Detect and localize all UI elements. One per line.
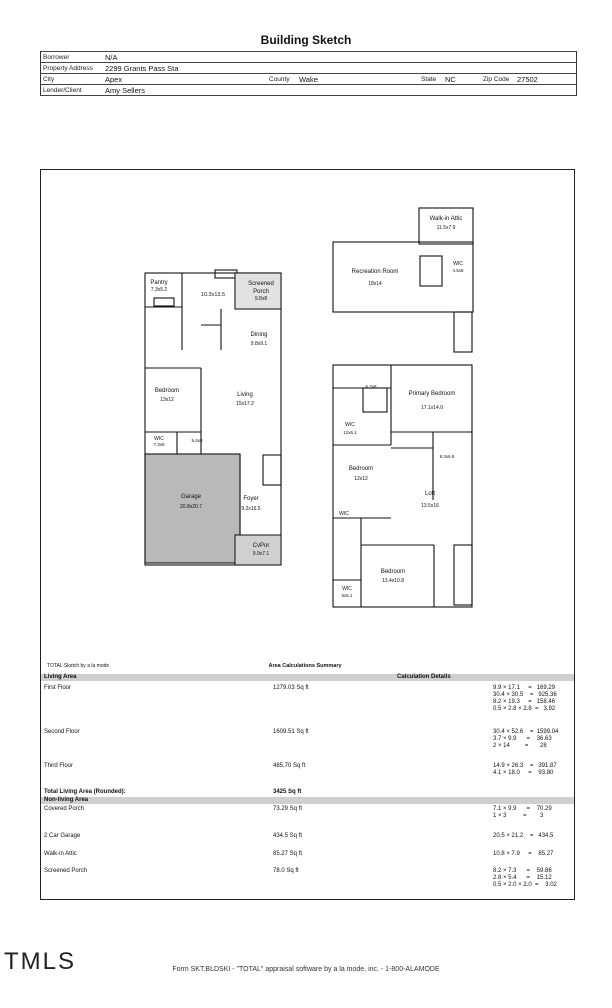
calc-detail-line: 2.8 × 5.4 = 15.12: [493, 875, 552, 881]
wic2-label: WIC: [345, 422, 355, 428]
calc-detail-line: 1 × 3 = 3: [493, 813, 544, 819]
pantry-dim: 7.3x5.2: [150, 287, 168, 293]
calc-detail-line: 30.4 × 30.5 = 925.36: [493, 692, 557, 698]
calc-detail-line: 14.9 × 26.3 = 391.87: [493, 763, 557, 769]
screened-label: Screened: [248, 281, 274, 287]
wic4-label: WIC: [342, 586, 352, 592]
property-header-table: [40, 51, 577, 96]
city-value: Apex: [103, 74, 267, 85]
primary-dim: 17.1x14.0: [421, 405, 443, 411]
floor-plan-drawing: [41, 170, 574, 670]
foyer-label: Foyer: [243, 496, 259, 502]
porch-dim: 9.8x8: [254, 296, 268, 302]
area-row-name: Second Floor: [44, 729, 80, 735]
area-row-name: Screened Porch: [44, 868, 88, 874]
pantry-label: Pantry: [150, 280, 168, 286]
coporch-label: CvPor: [252, 543, 270, 549]
nonliving-header: Non-living Area: [44, 797, 89, 803]
lender-label: Lender/Client: [41, 85, 104, 96]
calc-detail-line: 10.8 × 7.9 = 85.27: [493, 851, 554, 857]
county-value: Wake: [297, 74, 419, 85]
area-row-name: Third Floor: [44, 763, 74, 769]
address-value: 2299 Grants Pass Sta: [103, 63, 577, 74]
wic3-label: WIC: [339, 511, 349, 517]
loft-label: Loft: [424, 491, 436, 497]
page-title: Building Sketch: [260, 33, 352, 47]
area-row-value: 485.70 Sq ft: [273, 763, 306, 769]
wic4-dim: 6x5.1: [341, 593, 353, 598]
calc-detail-line: 3.7 × 9.9 = 36.63: [493, 736, 552, 742]
state-label: State: [419, 74, 443, 85]
area-row-value: 434.5 Sq ft: [273, 833, 303, 839]
dining-label: Dining: [250, 332, 268, 338]
calc-detail-line: 7.1 × 9.9 = 70.29: [493, 806, 552, 812]
dining-dim: 9.8x9.1: [250, 341, 268, 347]
area-summary-title: Area Calculations Summary: [268, 663, 342, 669]
covered-porch-fill: [235, 535, 281, 565]
zip-value: 27502: [515, 74, 577, 85]
wic-attic-label: WIC: [453, 261, 463, 267]
bath2-dim: 6.2x8: [365, 384, 377, 389]
area-row-value: 78.0 Sq ft: [273, 868, 299, 874]
footer-text: Form SKT.BLDSKI - "TOTAL" appraisal software by a la mode, inc. - 1-800-ALAMODE: [172, 966, 440, 973]
porch-label: Porch: [253, 289, 269, 295]
calc-detail-line: 8.2 × 19.3 = 158.46: [493, 699, 556, 705]
nonliving-header-bar: [41, 797, 574, 804]
bedroom2-label: Bedroom: [348, 466, 374, 472]
total-living-value: 3425 Sq ft: [273, 789, 302, 795]
garage-label: Garage: [180, 494, 202, 500]
coporch-dim: 9.9x7.1: [252, 551, 270, 557]
wic1-dim: 7.3x5: [153, 442, 165, 447]
living-area-header-bar: [41, 674, 574, 681]
wic-attic-dim: 4.5x6: [452, 268, 464, 273]
county-label: County: [267, 74, 297, 85]
attic-dim: 11.5x7.9: [436, 225, 456, 231]
living-dim: 15x17.2: [236, 401, 254, 407]
area-row-value: 85.27 Sq ft: [273, 851, 303, 857]
calc-detail-line: 0.5 × 2.0 × 2.0 = 3.02: [493, 882, 557, 888]
calc-detail-line: 9.9 × 17.1 = 169.29: [493, 685, 556, 691]
area-row-name: Covered Porch: [44, 806, 85, 812]
bedroom1-label: Bedroom: [154, 388, 180, 394]
loft-dim: 13.5x16: [421, 503, 439, 509]
foyer-dim: 9.2x16.5: [241, 506, 261, 512]
wic2-dim: 12x6.1: [343, 430, 357, 435]
calc-detail-line: 0.5 × 2.8 × 2.8 = 3.92: [493, 706, 556, 712]
garage-dim: 20.8x20.7: [180, 504, 202, 510]
rec-dim: 18x14: [368, 281, 382, 287]
total-living-label: Total Living Area (Rounded):: [44, 789, 126, 795]
address-label: Property Address: [41, 63, 104, 74]
rec-label: Recreation Room: [351, 269, 399, 275]
bath3-dim: 9.3x6.9: [439, 454, 455, 459]
area-row-value: 1609.51 Sq ft: [273, 729, 309, 735]
living-area-header: Living Area: [44, 674, 77, 680]
calc-detail-line: 30.4 × 52.6 = 1599.04: [493, 729, 559, 735]
wic1-label: WIC: [154, 436, 164, 442]
borrower-value: N/A: [103, 52, 577, 63]
area-calculation-table: [41, 671, 574, 899]
bedroom2-dim: 12x12: [354, 476, 368, 482]
living-label: Living: [237, 392, 253, 398]
calc-detail-line: 20.5 × 21.2 = 434.5: [493, 833, 554, 839]
calc-details-header: Calculation Details: [397, 674, 451, 680]
sketch-software-label: TOTAL Sketch by a la mode: [47, 663, 110, 669]
state-value: NC: [443, 74, 481, 85]
mls-logo: TMLS: [4, 948, 77, 975]
bedroom3-label: Bedroom: [380, 569, 406, 575]
calc-detail-line: 2 × 14 = 28: [493, 743, 547, 749]
area-row-value: 73.29 Sq ft: [273, 806, 303, 812]
lender-value: Amy Sellers: [103, 85, 577, 96]
primary-label: Primary Bedroom: [408, 391, 456, 397]
kitchen-dim: 10.3x13.5: [200, 292, 226, 298]
area-row-name: 2 Car Garage: [44, 833, 81, 839]
area-row-name: Walk-in Attic: [44, 851, 77, 857]
calc-detail-line: 8.2 × 7.3 = 59.86: [493, 868, 552, 874]
area-row-name: First Floor: [44, 685, 71, 691]
bedroom1-dim: 13x12: [160, 397, 174, 403]
bedroom3-dim: 13.4x10.8: [382, 578, 404, 584]
borrower-label: Borrower: [41, 52, 104, 63]
third-floor-outline: [333, 242, 473, 312]
area-row-value: 1279.03 Sq ft: [273, 685, 309, 691]
attic-label: Walk-in Attic: [429, 216, 463, 222]
bath1-dim: 5.4x8: [191, 438, 203, 443]
city-label: City: [41, 74, 104, 85]
zip-label: Zip Code: [481, 74, 515, 85]
calc-detail-line: 4.1 × 18.0 = 93.80: [493, 770, 554, 776]
